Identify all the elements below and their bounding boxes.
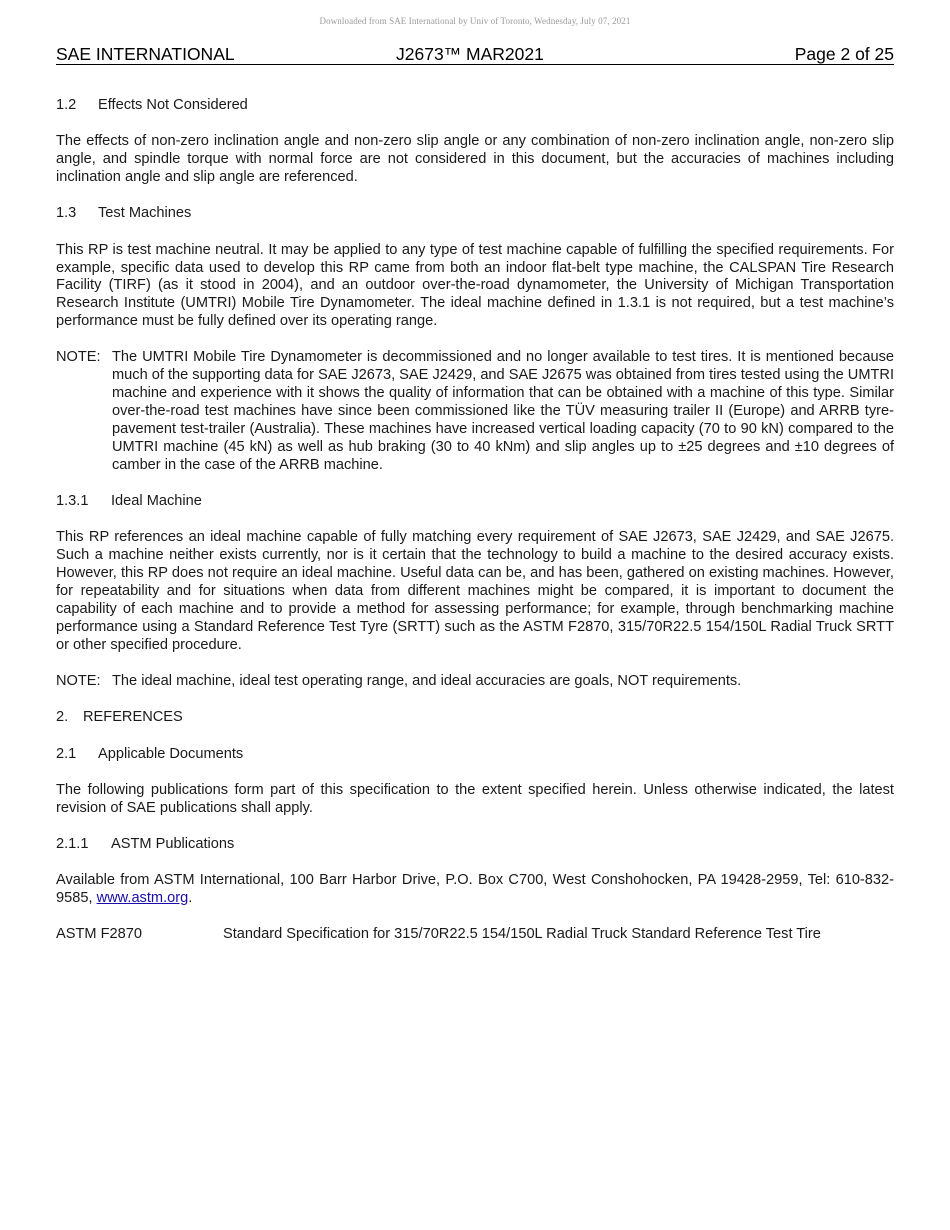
header-doc-number: J2673™ MAR2021 — [396, 44, 544, 64]
header-page-number: Page 2 of 25 — [794, 44, 894, 64]
section-heading-1-3 — [56, 205, 894, 223]
section-title: Ideal Machine — [111, 493, 202, 510]
section-title: Applicable Documents — [98, 745, 244, 762]
section-heading-1-2 — [56, 97, 894, 115]
note-text: The UMTRI Mobile Tire Dynamometer is decommissioned and no longer available to test tires. It is mentioned because much of the supporting data for SAE J2673, SAE J2429, and SAE J2675 was obtained from tires tested using the UMTRI machine and experience with it shows the quality of information that can be obtained with a machine of this type. Similar over-the-road test machines have since been commissioned like the TÜV measuring trailer II (Europe) and ARRB tyre-pavement test-trailer (Australia). These machines have increased vertical loading capacity (70 to 90 kN) compared to the UMTRI machine (45 kN) as well as hub braking (30 to 40 kNm) and slip angles up to ±25 degrees and ±10 degrees of camber in the case of the ARRB machine. — [112, 349, 895, 473]
section-title: Effects Not Considered — [98, 97, 248, 113]
astm-website-link[interactable]: www.astm.org — [96, 890, 189, 907]
section-number: 2. — [56, 709, 69, 726]
section-number: 2.1.1 — [56, 835, 89, 852]
section-title: ASTM Publications — [111, 835, 235, 852]
download-notice: Downloaded from SAE International by Univ of Toronto, Wednesday, July 07, 2021 — [319, 16, 631, 26]
section-number: 1.3.1 — [56, 493, 89, 510]
section-number: 1.3 — [56, 205, 77, 222]
reference-code: ASTM F2870 — [56, 926, 142, 943]
section-heading-2 — [56, 709, 894, 727]
note-text: The ideal machine, ideal test operating range, and ideal accuracies are goals, NOT requirements. — [112, 673, 742, 690]
note-label: NOTE: — [56, 349, 101, 366]
document-body — [56, 97, 894, 944]
section-title: REFERENCES — [83, 709, 183, 726]
paragraph-astm-availability — [56, 872, 894, 908]
paragraph-effects: The effects of non-zero inclination angle and non-zero slip angle or any combination of non-zero inclination angle, non-zero slip angle, and spindle torque with normal force are not considered in this document, but the accuracies of machines including inclination angle and slip angle are referenced. — [56, 133, 894, 186]
reference-title: Standard Specification for 315/70R22.5 154/150L Radial Truck Standard Reference Test Tire — [223, 926, 821, 943]
section-title: Test Machines — [98, 205, 192, 222]
paragraph-applicable-documents: The following publications form part of this specification to the extent specified herein. Unless otherwise indicated, the latest revision of SAE publications shall apply. — [56, 781, 894, 816]
section-heading-2-1 — [56, 746, 894, 764]
paragraph-ideal-machine: This RP references an ideal machine capable of fully matching every requirement of SAE J2673, SAE J2429, and SAE J2675. Such a machine neither exists currently, nor is it certain that the technology to build a machine to the desired accuracy exists. However, this RP does not require an ideal machine. Useful data can be, and has been, gathered on existing machines. However, for repeatability and for situations when data from different machines might be compared, it is important to document the capability of each machine and to provide a method for assessing performance; for example, through benchmarking machine performance using a Standard Reference Test Tyre (SRTT) such as the ASTM F2870, 315/70R22.5 154/150L Radial Truck SRTT or other specified procedure. — [56, 529, 894, 653]
paragraph-test-machines: This RP is test machine neutral. It may be applied to any type of test machine capable of fulfilling the specified requirements. For example, specific data used to develop this RP came from both an indoor flat-belt type machine, the CALSPAN Tire Research Facility (TIRF) (as it stood in 2004), and an outdoor over-the-road dynamometer, the University of Michigan Transportation Research Institute (UMTRI) Mobile Tire Dynamometer. The ideal machine defined in 1.3.1 is not required, but a test machine’s performance must be fully defined over its operating range. — [56, 241, 894, 330]
note-umtri — [56, 349, 894, 474]
page-header — [56, 44, 894, 65]
note-label: NOTE: — [56, 673, 101, 690]
astm-availability-suffix: . — [188, 890, 193, 907]
section-number: 2.1 — [56, 745, 77, 762]
section-number: 1.2 — [56, 97, 77, 113]
reference-entry — [56, 926, 894, 944]
header-org: SAE INTERNATIONAL — [56, 44, 235, 64]
astm-availability-text: Available from ASTM International, 100 Barr Harbor Drive, P.O. Box C700, West Conshohocken, PA 19428-2959, Tel: 610-832-9585, — [56, 872, 894, 907]
note-ideal-machine — [56, 673, 894, 691]
section-heading-2-1-1 — [56, 836, 894, 854]
section-heading-1-3-1 — [56, 493, 894, 511]
